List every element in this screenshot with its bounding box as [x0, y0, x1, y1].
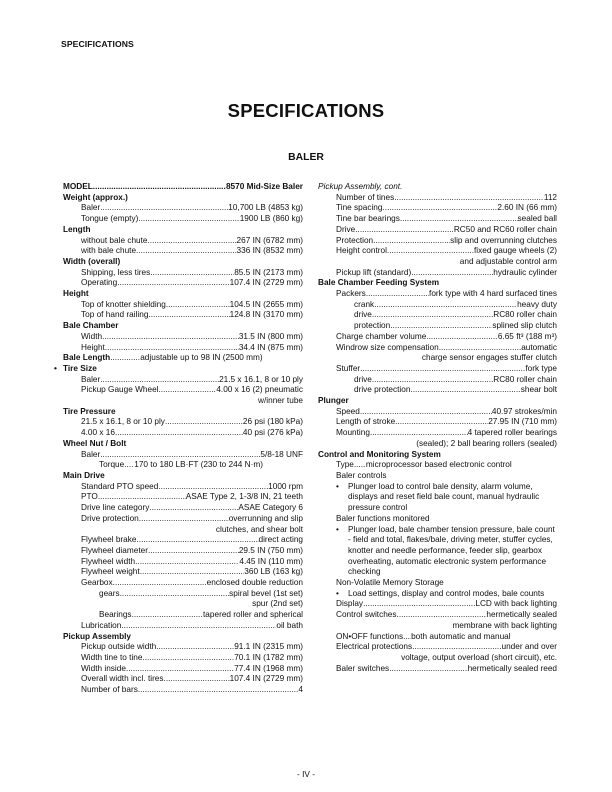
heading-bale-chamber: Bale Chamber: [63, 321, 119, 331]
spec-bale-length: [63, 353, 303, 364]
spec-row: [63, 578, 303, 589]
spec-value: fork type with 4 hard surfaced tines: [429, 289, 557, 299]
spec-value: 1000 rpm: [268, 481, 303, 491]
spec-label: ON•OFF functions: [336, 631, 404, 641]
spec-row: [63, 482, 303, 493]
spec-row: [63, 214, 303, 225]
spec-row: [63, 492, 303, 503]
left-column: [54, 182, 303, 696]
heading-pickup: Pickup Assembly: [63, 631, 132, 641]
heading-control-system: Control and Monitoring System: [318, 449, 441, 459]
heading-feeding-system: Bale Chamber Feeding System: [318, 278, 440, 288]
spec-value: 85.5 IN (2173 mm): [234, 267, 303, 277]
spec-label: Flywheel diameter: [81, 545, 148, 555]
page-number: - IV -: [297, 769, 315, 779]
spec-label: Drive: [336, 224, 356, 234]
bullet-item: [318, 525, 557, 579]
spec-row: [318, 268, 557, 279]
spec-value: LCD with back lighting: [475, 599, 557, 609]
heading-wheel-nut: Wheel Nut / Bolt: [63, 438, 127, 448]
spec-value: 4.00 x 16 (2) pneumatic: [216, 385, 303, 395]
spec-row: [63, 535, 303, 546]
spec-value: 8570 Mid-Size Baler: [225, 182, 303, 191]
spec-row: [318, 460, 557, 471]
spec-label: Height control: [336, 246, 387, 256]
spec-label: Packers: [336, 289, 366, 299]
spec-row: [63, 557, 303, 568]
spec-value: oil bath: [276, 620, 303, 630]
spec-row: [63, 268, 303, 279]
spec-row: [63, 300, 303, 311]
spec-row: [63, 546, 303, 557]
spec-value: fork type: [525, 363, 557, 373]
spec-label: Torque: [99, 460, 125, 470]
spec-label: Mounting: [336, 428, 370, 438]
spec-label: Operating: [81, 278, 118, 288]
spec-row: [318, 632, 557, 643]
spec-row: [318, 343, 557, 354]
spec-value: 107.4 IN (2729 mm): [229, 278, 303, 288]
running-head: SPECIFICATIONS: [61, 39, 134, 49]
spec-continuation: and adjustable control arm: [459, 256, 557, 266]
spec-row: [318, 332, 557, 343]
spec-label: Tongue (empty): [81, 214, 139, 224]
spec-label: Top of hand railing: [81, 310, 149, 320]
spec-value: 91.1 IN (2315 mm): [234, 642, 303, 652]
heading-width: Width (overall): [63, 256, 121, 266]
spec-value: overrunning and slip: [228, 513, 303, 523]
spec-value: 336 IN (8532 mm): [236, 246, 303, 256]
spec-label: Flywheel width: [81, 556, 136, 566]
spec-value: automatic: [521, 342, 557, 352]
spec-value: under and over: [501, 642, 557, 652]
heading-height: Height: [63, 289, 89, 299]
spec-label: Length of stroke: [336, 417, 396, 427]
spec-label: Pickup Gauge Wheel: [81, 385, 159, 395]
spec-label: Number of tines: [336, 192, 395, 202]
spec-value: hermetically sealed reed: [467, 663, 557, 673]
bullet-icon: •: [336, 481, 339, 491]
spec-label: gears: [99, 588, 120, 598]
spec-value: shear bolt: [520, 385, 557, 395]
spec-row: [318, 321, 557, 332]
spec-label: PTO: [81, 492, 98, 502]
spec-label: drive protection: [354, 385, 411, 395]
spec-row: [318, 642, 557, 653]
spec-value: 112: [543, 192, 557, 202]
spec-value: 104.5 IN (2655 mm): [229, 299, 303, 309]
spec-value: ASAE Type 2, 1-3/8 IN, 21 teeth: [185, 492, 303, 502]
spec-label: Bearings: [99, 610, 132, 620]
spec-model: [63, 182, 303, 193]
spec-row: [318, 236, 557, 247]
spec-row: [318, 225, 557, 236]
spec-label: Standard PTO speed: [81, 481, 159, 491]
spec-value: 21.5 x 16.1, 8 or 10 ply: [219, 374, 303, 384]
spec-row: [318, 428, 557, 439]
spec-row: [63, 278, 303, 289]
spec-row: [318, 214, 557, 225]
spec-label: Number of bars: [81, 685, 138, 695]
spec-value: enclosed double reduction: [206, 578, 303, 588]
heading-weight: Weight (approx.): [63, 192, 128, 202]
spec-label: protection: [354, 321, 391, 331]
spec-label: Flywheel brake: [81, 535, 137, 545]
bullet-item: [318, 482, 557, 514]
spec-label: Drive protection: [81, 513, 139, 523]
spec-label: Type: [336, 460, 354, 470]
spec-label: Width tine to tine: [81, 652, 143, 662]
spec-label: MODEL: [63, 182, 93, 191]
spec-value: 34.4 IN (875 mm): [238, 342, 303, 352]
spec-label: crank: [354, 299, 375, 309]
spec-row: [63, 685, 303, 696]
spec-value: sealed ball: [517, 214, 557, 224]
spec-row: [318, 375, 557, 386]
spec-row: [318, 300, 557, 311]
spec-row: [63, 246, 303, 257]
spec-value: both automatic and manual: [411, 631, 511, 641]
spec-label: Shipping, less tires: [81, 267, 151, 277]
spec-continuation: voltage, output overload (short circuit), etc.: [401, 652, 557, 662]
spec-label: Baler switches: [336, 663, 390, 673]
spec-row: [63, 567, 303, 578]
spec-row: [318, 310, 557, 321]
spec-label: Control switches: [336, 610, 397, 620]
spec-row: [63, 460, 303, 471]
spec-row: [318, 193, 557, 204]
spec-value: 40.97 strokes/min: [491, 406, 557, 416]
spec-value: slip and overrunning clutches: [450, 235, 557, 245]
bullet-icon: •: [336, 588, 339, 598]
spec-value: 29.5 IN (750 mm): [238, 545, 303, 555]
spec-label: Lubrication: [81, 620, 122, 630]
spec-label: Flywheel weight: [81, 567, 140, 577]
spec-row: [63, 642, 303, 653]
spec-value: 31.5 IN (800 mm): [238, 331, 303, 341]
spec-row: [318, 246, 557, 257]
spec-value: 170 to 180 LB·FT (230 to 244 N·m): [134, 460, 263, 470]
spec-continuation: w/inner tube: [258, 396, 303, 406]
spec-row: [63, 385, 303, 396]
spec-label: Baler: [81, 374, 101, 384]
spec-label: Pickup outside width: [81, 642, 157, 652]
spec-value: 4 tapered roller bearings: [467, 428, 557, 438]
spec-label: Baler: [81, 449, 101, 459]
spec-continuation: (sealed); 2 ball bearing rollers (sealed): [416, 438, 557, 448]
spec-value: 26 psi (180 kPa): [242, 417, 303, 427]
spec-label: drive: [354, 374, 372, 384]
bullet-text: Load settings, display and control modes, bale counts: [348, 588, 545, 598]
spec-value: 40 psi (276 kPa): [242, 428, 303, 438]
spec-value: heavy duty: [517, 299, 557, 309]
spec-label: Width: [81, 331, 103, 341]
spec-value: 27.95 IN (710 mm): [488, 417, 557, 427]
spec-label: Speed: [336, 406, 360, 416]
spec-label: 4.00 x 16: [81, 428, 115, 438]
bullet-item: [318, 589, 557, 600]
spec-label: Baler: [81, 203, 101, 213]
spec-label: Protection: [336, 235, 374, 245]
spec-label: Drive line category: [81, 503, 150, 513]
spec-value: RC80 roller chain: [493, 310, 557, 320]
spec-label: Windrow size compensation: [336, 342, 439, 352]
spec-row: [63, 310, 303, 321]
spec-continuation: charge sensor engages stuffer clutch: [421, 353, 557, 363]
spec-value: 5/8-18 UNF: [260, 449, 303, 459]
heading-text: Tire Size: [63, 363, 97, 373]
spec-label: 21.5 x 16.1, 8 or 10 ply: [81, 417, 165, 427]
spec-label: Charge chamber volume: [336, 331, 427, 341]
spec-value: 6.65 ft³ (188 m³): [497, 331, 557, 341]
spec-row: [63, 236, 303, 247]
spec-value: spiral bevel (1st set): [229, 588, 303, 598]
spec-row: [318, 364, 557, 375]
spec-value: 360 LB (163 kg): [244, 567, 303, 577]
subheading-functions-monitored: Baler functions monitored: [336, 513, 430, 523]
spec-row: [63, 664, 303, 675]
spec-row: [318, 385, 557, 396]
spec-row: [63, 503, 303, 514]
spec-value: splined slip clutch: [492, 321, 557, 331]
spec-continuation: spur (2nd set): [252, 599, 303, 609]
spec-label: Width inside: [81, 663, 126, 673]
spec-row: [63, 610, 303, 621]
spec-row: [63, 514, 303, 525]
spec-value: microprocessor based electronic control: [365, 460, 512, 470]
spec-row: [318, 417, 557, 428]
spec-label: Top of knotter shielding: [81, 299, 166, 309]
bullet-text: Plunger load, bale chamber tension pressure, bale count - field and total, flakes/bale, driving meter, stuffer cycles, knotter and needle performance, feeder slip, gearbox overheating, automatic electronic system performance checking: [348, 524, 555, 577]
subheading-memory: Non-Volatile Memory Storage: [336, 578, 444, 588]
spec-value: 77.4 IN (1968 mm): [234, 663, 303, 673]
spec-label: with bale chute: [81, 246, 137, 256]
spec-label: Tine spacing: [336, 203, 383, 213]
spec-label: Height: [81, 342, 105, 352]
spec-row: [63, 332, 303, 343]
spec-row: [318, 203, 557, 214]
bullet-text: Plunger load to control bale density, alarm volume, displays and reset field bale count, manual hydraulic pressure control: [348, 481, 540, 513]
spec-row: [318, 610, 557, 621]
spec-row: [63, 417, 303, 428]
spec-row: [318, 289, 557, 300]
heading-pickup-cont: Pickup Assembly, cont.: [318, 182, 403, 191]
spec-row: [63, 450, 303, 461]
spec-label: Tine bar bearings: [336, 214, 400, 224]
heading-plunger: Plunger: [318, 396, 349, 406]
spec-value: 4.45 IN (110 mm): [239, 556, 303, 566]
spec-row: [63, 203, 303, 214]
heading-tire-pressure: Tire Pressure: [63, 406, 116, 416]
bullet-icon: •: [54, 363, 57, 373]
spec-continuation: clutches, and shear bolt: [215, 524, 303, 534]
spec-value: fixed gauge wheels (2): [473, 246, 557, 256]
spec-value: RC50 and RC60 roller chain: [453, 224, 557, 234]
spec-row: [63, 589, 303, 600]
spec-row: [318, 599, 557, 610]
spec-value: 107.4 IN (2729 mm): [229, 674, 303, 684]
heading-length: Length: [63, 224, 91, 234]
spec-value: hydraulic cylinder: [493, 267, 557, 277]
spec-label: Gearbox: [81, 578, 113, 588]
spec-value: hermetically sealed: [486, 610, 557, 620]
heading-main-drive: Main Drive: [63, 470, 105, 480]
spec-value: RC80 roller chain: [493, 374, 557, 384]
spec-row: [318, 407, 557, 418]
spec-value: 4: [298, 685, 303, 695]
spec-row: [63, 653, 303, 664]
spec-value: 70.1 IN (1782 mm): [234, 652, 303, 662]
spec-label: Pickup lift (standard): [336, 267, 412, 277]
spec-value: 267 IN (6782 mm): [236, 235, 303, 245]
spec-row: [63, 674, 303, 685]
page-title: SPECIFICATIONS: [227, 100, 385, 121]
spec-value: 10,700 LB (4853 kg): [228, 203, 303, 213]
spec-label: Bale Length: [63, 353, 111, 363]
spec-value: 124.8 IN (3170 mm): [229, 310, 303, 320]
heading-tire-size: [54, 363, 303, 375]
right-column: [318, 182, 557, 674]
spec-label: Display: [336, 599, 364, 609]
spec-row: [63, 375, 303, 386]
spec-label: without bale chute: [81, 235, 148, 245]
bullet-icon: •: [336, 524, 339, 534]
spec-label: Stuffer: [336, 363, 361, 373]
spec-label: Electrical protections: [336, 642, 413, 652]
spec-label: drive: [354, 310, 372, 320]
spec-continuation: membrane with back lighting: [452, 620, 557, 630]
section-title: BALER: [288, 152, 324, 163]
spec-value: 2.60 IN (66 mm): [497, 203, 557, 213]
spec-value: 1900 LB (860 kg): [239, 214, 303, 224]
spec-row: [63, 621, 303, 632]
spec-row: [63, 343, 303, 354]
spec-value: ASAE Category 6: [238, 503, 303, 513]
spec-value: tapered roller and spherical: [203, 610, 303, 620]
spec-value: adjustable up to 98 IN (2500 mm): [140, 353, 263, 363]
spec-value: direct acting: [258, 535, 303, 545]
spec-row: [63, 428, 303, 439]
subheading-baler-controls: Baler controls: [336, 470, 387, 480]
spec-row: [318, 664, 557, 675]
spec-label: Overall width incl. tires: [81, 674, 164, 684]
